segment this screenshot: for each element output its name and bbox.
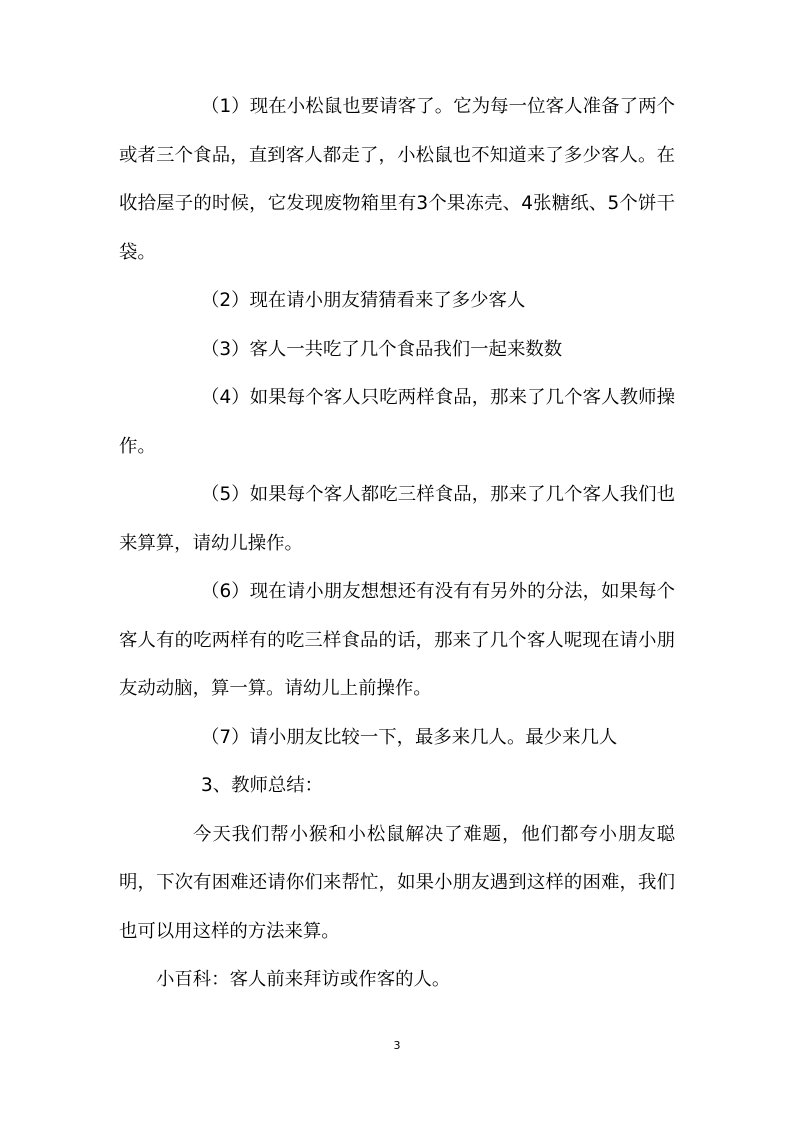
body-text — [119, 83, 675, 1005]
paragraph-step-4: （4）如果每个客人只吃两样食品，那来了几个客人教师操作。 — [119, 387, 675, 457]
paragraph-step-5: （5）如果每个客人都吃三样食品，那来了几个客人我们也来算算，请幼儿操作。 — [119, 484, 675, 554]
paragraph-step-2: （2）现在请小朋友猜猜看来了多少客人 — [201, 290, 526, 311]
paragraph-summary: 今天我们帮小猴和小松鼠解决了难题，他们都夸小朋友聪明，下次有困难还请你们来帮忙，如果小朋友遇到这样的困难，我们也可以用这样的方法来算。 — [119, 823, 675, 942]
paragraph-step-7: （7）请小朋友比较一下，最多来几人。最少来几人 — [201, 726, 618, 748]
paragraph-encyclopedia: 小百科：客人前来拜访或作客的人。 — [156, 969, 451, 990]
page-number: 3 — [393, 1039, 401, 1052]
paragraph-step-6: （6）现在请小朋友想想还有没有有另外的分法，如果每个客人有的吃两样有的吃三样食品的话，那来了几个客人呢现在请小朋友动动脑，算一算。请幼儿上前操作。 — [119, 581, 675, 699]
paragraph-step-3: （3）客人一共吃了几个食品我们一起来数数 — [201, 338, 563, 360]
section-heading-summary: 3、教师总结： — [201, 775, 324, 796]
paragraph-step-1: （1）现在小松鼠也要请客了。它为每一位客人准备了两个或者三个食品，直到客人都走了，小松鼠也不知道来了多少客人。在收拾屋子的时候，它发现废物箱里有3个果冻壳、4张糖纸、5个饼干袋。 — [119, 96, 675, 263]
